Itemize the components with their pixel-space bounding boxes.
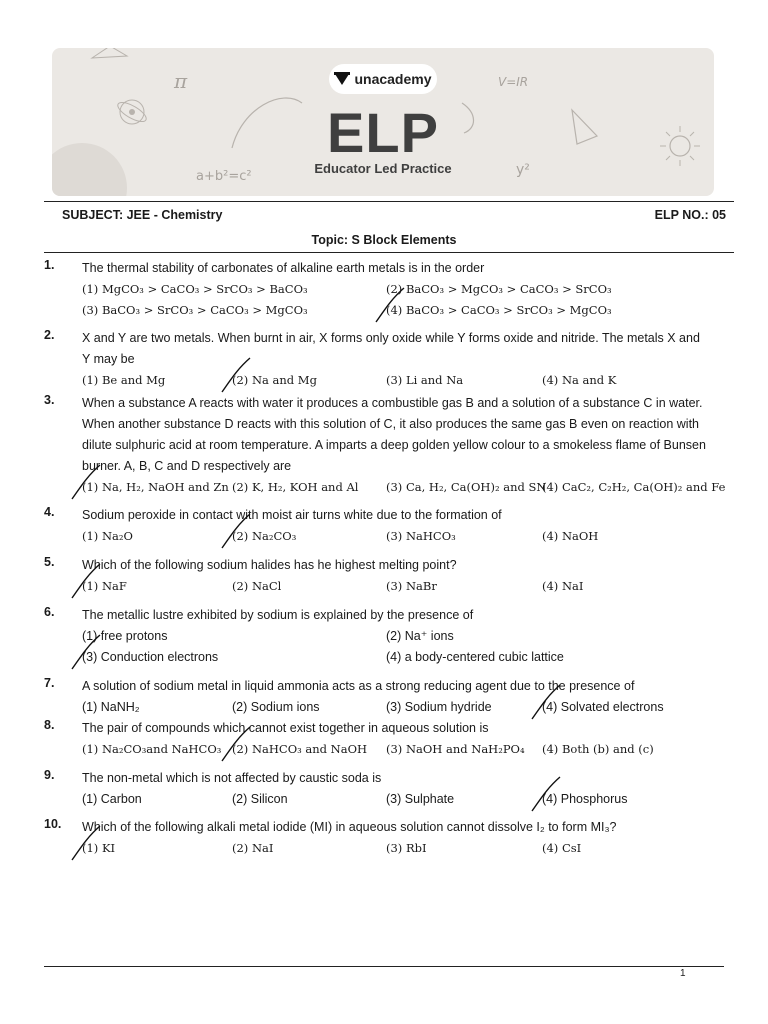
option-1[interactable]: (1) NaF bbox=[82, 579, 127, 593]
question-text: When a substance A reacts with water it produces a combustible gas B and a solution of a substance C in water. bbox=[82, 396, 703, 410]
question-3 bbox=[44, 393, 734, 498]
option-2[interactable]: (2) NaI bbox=[232, 841, 274, 855]
question-number: 2. bbox=[44, 328, 55, 342]
option-3[interactable]: (3) NaOH and NaH₂PO₄ bbox=[386, 742, 525, 756]
option-4[interactable]: (4) BaCO₃ > CaCO₃ > SrCO₃ > MgCO₃ bbox=[386, 303, 612, 317]
doodle-y: y² bbox=[516, 162, 530, 178]
option-2[interactable]: (2) Na⁺ ions bbox=[386, 629, 454, 643]
option-3[interactable]: (3) NaHCO₃ bbox=[386, 529, 456, 543]
footer-rule bbox=[44, 966, 724, 967]
option-2[interactable]: (2) Silicon bbox=[232, 792, 288, 806]
question-text: When another substance D reacts with this solution of C, it also produces the same gas B even on reaction with bbox=[82, 417, 699, 431]
question-number: 3. bbox=[44, 393, 55, 407]
options-row bbox=[82, 626, 734, 647]
doodle-pi: π bbox=[174, 69, 188, 93]
option-2[interactable]: (2) K, H₂, KOH and Al bbox=[232, 480, 359, 494]
banner-subtitle: Educator Led Practice bbox=[314, 161, 452, 176]
question-10 bbox=[44, 817, 734, 859]
option-3[interactable]: (3) Li and Na bbox=[386, 373, 464, 387]
option-3[interactable]: (3) Ca, H₂, Ca(OH)₂ and SN bbox=[386, 480, 547, 494]
option-2[interactable]: (2) NaHCO₃ and NaOH bbox=[232, 742, 368, 756]
option-4[interactable]: (4) CsI bbox=[542, 841, 582, 855]
options-row bbox=[82, 477, 734, 498]
option-3[interactable]: (3) NaBr bbox=[386, 579, 437, 593]
option-2[interactable]: (2) BaCO₃ > MgCO₃ > CaCO₃ > SrCO₃ bbox=[386, 282, 612, 296]
question-number: 5. bbox=[44, 555, 55, 569]
options-row bbox=[82, 739, 734, 760]
page-number: 1 bbox=[680, 968, 686, 979]
unacademy-logo-icon bbox=[334, 72, 350, 86]
header-top-rule bbox=[44, 201, 734, 202]
question-text: Which of the following alkali metal iodide (MI) in aqueous solution cannot dissolve I₂ to form MI₃? bbox=[82, 820, 617, 834]
option-1[interactable]: (1) NaNH₂ bbox=[82, 700, 140, 714]
unacademy-logo bbox=[329, 64, 437, 94]
question-number: 1. bbox=[44, 258, 55, 272]
doodle-formula: a+b²=c² bbox=[196, 169, 252, 184]
question-text: The pair of compounds which cannot exist together in aqueous solution is bbox=[82, 721, 489, 735]
question-text: dilute sulphuric acid at room temperature. A imparts a deep golden yellow colour to a smokeless flame of Bunsen bbox=[82, 438, 706, 452]
options-row bbox=[82, 526, 734, 547]
options-row bbox=[82, 300, 734, 321]
option-2[interactable]: (2) NaCl bbox=[232, 579, 282, 593]
question-text: Sodium peroxide in contact with moist air turns white due to the formation of bbox=[82, 508, 502, 522]
option-2[interactable]: (2) Na₂CO₃ bbox=[232, 529, 297, 543]
banner-title: ELP bbox=[327, 101, 439, 164]
topic-title: Topic: S Block Elements bbox=[311, 233, 457, 247]
option-4[interactable]: (4) a body-centered cubic lattice bbox=[386, 650, 564, 664]
option-1[interactable]: (1) free protons bbox=[82, 629, 168, 643]
question-number: 8. bbox=[44, 718, 55, 732]
option-3[interactable]: (3) Conduction electrons bbox=[82, 650, 219, 664]
question-4 bbox=[44, 505, 734, 547]
option-4[interactable]: (4) Phosphorus bbox=[542, 792, 628, 806]
option-1[interactable]: (1) KI bbox=[82, 841, 116, 855]
question-number: 6. bbox=[44, 605, 55, 619]
options-row bbox=[82, 647, 734, 668]
option-1[interactable]: (1) Be and Mg bbox=[82, 373, 166, 387]
question-number: 4. bbox=[44, 505, 55, 519]
subject-label: SUBJECT: JEE - Chemistry bbox=[62, 208, 223, 222]
question-7 bbox=[44, 676, 734, 718]
header-bottom-rule bbox=[44, 252, 734, 253]
option-3[interactable]: (3) BaCO₃ > SrCO₃ > CaCO₃ > MgCO₃ bbox=[82, 303, 308, 317]
option-4[interactable]: (4) NaI bbox=[542, 579, 584, 593]
option-2[interactable]: (2) Na and Mg bbox=[232, 373, 317, 387]
options-row bbox=[82, 370, 734, 391]
option-1[interactable]: (1) MgCO₃ > CaCO₃ > SrCO₃ > BaCO₃ bbox=[82, 282, 308, 296]
question-5 bbox=[44, 555, 734, 597]
option-3[interactable]: (3) RbI bbox=[386, 841, 427, 855]
options-row bbox=[82, 697, 734, 718]
option-1[interactable]: (1) Carbon bbox=[82, 792, 142, 806]
option-4[interactable]: (4) Both (b) and (c) bbox=[542, 742, 654, 756]
question-text: A solution of sodium metal in liquid ammonia acts as a strong reducing agent due to the presence of bbox=[82, 679, 635, 693]
question-text: The metallic lustre exhibited by sodium is explained by the presence of bbox=[82, 608, 474, 622]
question-text: The non-metal which is not affected by caustic soda is bbox=[82, 771, 382, 785]
question-text: Which of the following sodium halides has he highest melting point? bbox=[82, 558, 457, 572]
question-text: Y may be bbox=[82, 352, 135, 366]
logo-text: unacademy bbox=[354, 71, 432, 87]
options-row bbox=[82, 576, 734, 597]
option-1[interactable]: (1) Na, H₂, NaOH and Zn bbox=[82, 480, 229, 494]
option-3[interactable]: (3) Sodium hydride bbox=[386, 700, 492, 714]
options-row bbox=[82, 789, 734, 810]
question-8 bbox=[44, 718, 734, 760]
option-4[interactable]: (4) CaC₂, C₂H₂, Ca(OH)₂ and Fe bbox=[542, 480, 726, 494]
question-text: burner. A, B, C and D respectively are bbox=[82, 459, 292, 473]
question-9 bbox=[44, 768, 734, 810]
question-number: 10. bbox=[44, 817, 62, 831]
elp-number: ELP NO.: 05 bbox=[654, 208, 726, 222]
option-3[interactable]: (3) Sulphate bbox=[386, 792, 455, 806]
option-4[interactable]: (4) Solvated electrons bbox=[542, 700, 664, 714]
option-1[interactable]: (1) Na₂O bbox=[82, 529, 133, 543]
question-text: The thermal stability of carbonates of alkaline earth metals is in the order bbox=[82, 261, 485, 275]
question-text: X and Y are two metals. When burnt in air, X forms only oxide while Y forms oxide and nitride. The metals X and bbox=[82, 331, 700, 345]
question-1 bbox=[44, 258, 734, 321]
question-number: 7. bbox=[44, 676, 55, 690]
option-4[interactable]: (4) Na and K bbox=[542, 373, 617, 387]
question-number: 9. bbox=[44, 768, 55, 782]
question-6 bbox=[44, 605, 734, 668]
options-row bbox=[82, 838, 734, 859]
options-row bbox=[82, 279, 734, 300]
doodle-vir: V=IR bbox=[498, 75, 529, 89]
question-2 bbox=[44, 328, 734, 391]
option-2[interactable]: (2) Sodium ions bbox=[232, 700, 320, 714]
option-1[interactable]: (1) Na₂CO₃and NaHCO₃ bbox=[82, 742, 222, 756]
option-4[interactable]: (4) NaOH bbox=[542, 529, 599, 543]
